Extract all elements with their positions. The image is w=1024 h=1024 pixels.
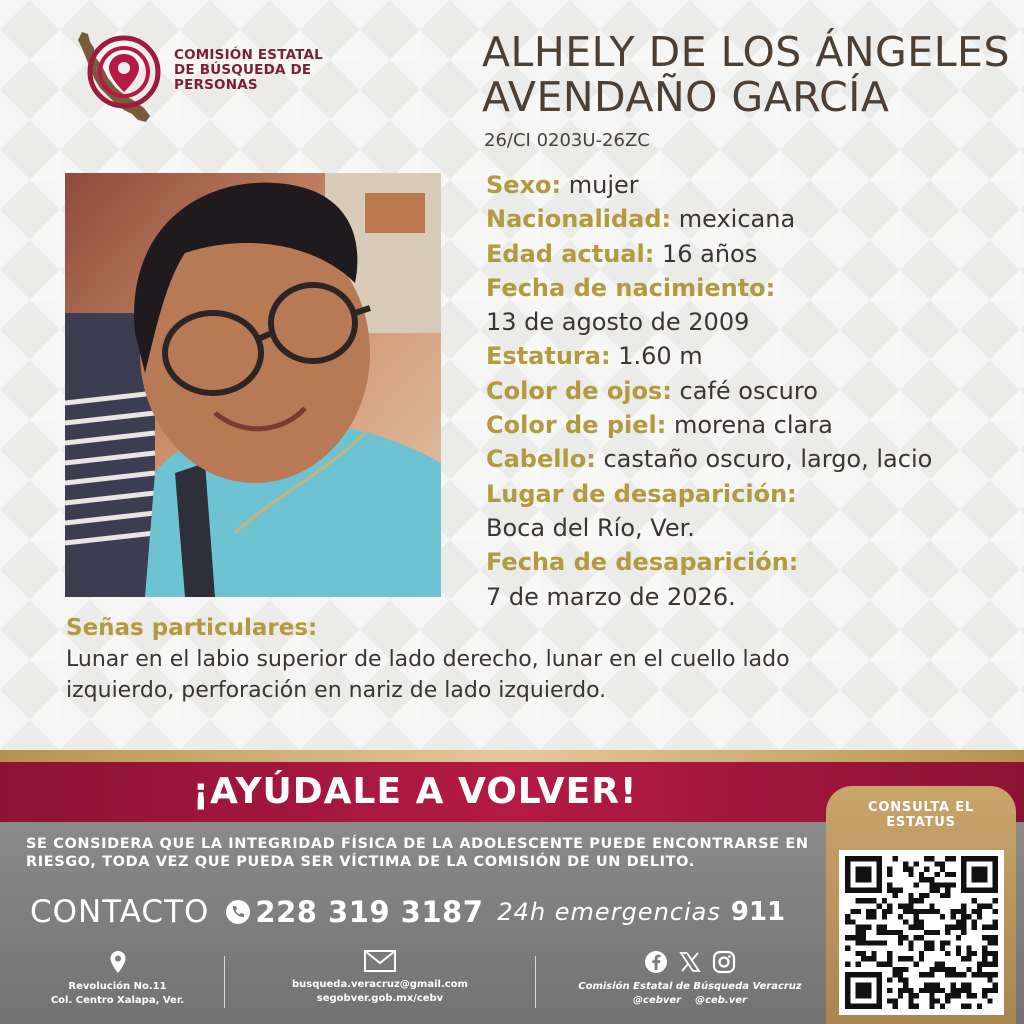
footer-address: Revolución No.11 Col. Centro Xalapa, Ver. xyxy=(30,950,205,1008)
missing-person-name: ALHELY DE LOS ÁNGELES AVENDAÑO GARCÍA xyxy=(482,28,1010,121)
mail-icon xyxy=(364,950,396,972)
person-details xyxy=(486,168,1016,614)
footer-divider-1 xyxy=(224,956,225,1008)
phone-icon xyxy=(225,899,251,925)
x-icon[interactable] xyxy=(678,950,702,974)
org-name: COMISIÓN ESTATAL DE BÚSQUEDA DE PERSONAS xyxy=(174,47,323,93)
detail-row-lugar-label: Lugar de desaparición: xyxy=(486,479,797,508)
veracruz-map-logo xyxy=(74,30,174,130)
location-pin-icon xyxy=(109,950,127,974)
detail-row-cabello: Cabello: castaño oscuro, largo, lacio xyxy=(486,445,933,474)
phone-number[interactable]: 228 319 3187 xyxy=(255,895,484,929)
social-handle-2[interactable]: @ceb.ver xyxy=(695,995,747,1006)
detail-row-nacionalidad: Nacionalidad: mexicana xyxy=(486,205,796,234)
case-number: 26/CI 0203U-26ZC xyxy=(484,130,650,151)
distinguishing-marks xyxy=(66,612,966,706)
detail-row-edad: Edad actual: 16 años xyxy=(486,239,758,268)
footer-social: Comisión Estatal de Búsqueda Veracruz @cebver @ceb.ver xyxy=(560,950,820,1008)
org-logo xyxy=(74,30,354,130)
person-photo xyxy=(65,173,441,597)
senas-line-1: Lunar en el labio superior de lado derecho, lunar en el cuello lado xyxy=(66,647,790,672)
website-link[interactable]: segobver.gob.mx/cebv xyxy=(316,993,444,1004)
emergency-label: 24h emergencias xyxy=(497,898,721,926)
facebook-icon[interactable] xyxy=(644,950,668,974)
detail-row-nacimiento-value: 13 de agosto de 2009 xyxy=(486,308,750,337)
contact-row xyxy=(30,890,785,934)
email-link[interactable]: busqueda.veracruz@gmail.com xyxy=(292,979,468,990)
gold-divider xyxy=(0,750,1024,762)
qr-code[interactable] xyxy=(839,850,1004,1015)
detail-row-sexo: Sexo: mujer xyxy=(486,171,639,199)
detail-row-nacimiento-label: Fecha de nacimiento: xyxy=(486,273,776,302)
emergency-number[interactable]: 911 xyxy=(730,897,786,927)
contact-label: CONTACTO xyxy=(30,894,210,930)
detail-row-lugar-value: Boca del Río, Ver. xyxy=(486,513,695,542)
detail-row-fecha-value: 7 de marzo de 2026. xyxy=(486,582,736,611)
qr-card xyxy=(826,786,1016,1024)
detail-row-estatura: Estatura: 1.60 m xyxy=(486,342,703,371)
footer-email xyxy=(255,950,505,1006)
cta-text: ¡AYÚDALE A VOLVER! xyxy=(192,771,638,812)
senas-label: Señas particulares: xyxy=(66,615,318,641)
qr-title: CONSULTA EL ESTATUS xyxy=(868,800,974,830)
detail-row-ojos: Color de ojos: café oscuro xyxy=(486,376,818,405)
instagram-icon[interactable] xyxy=(712,950,736,974)
senas-line-2: izquierdo, perforación en nariz de lado izquierdo. xyxy=(66,678,607,703)
footer-divider-2 xyxy=(535,956,536,1008)
risk-warning: SE CONSIDERA QUE LA INTEGRIDAD FÍSICA DE LA ADOLESCENTE PUEDE ENCONTRARSE EN RIESGO, TODA VEZ QUE PUEDA SER VÍCTIMA DE LA COMISIÓN DE UN DELITO. xyxy=(26,836,809,870)
detail-row-fecha-label: Fecha de desaparición: xyxy=(486,548,799,577)
detail-row-piel: Color de piel: morena clara xyxy=(486,411,833,440)
social-handle-1[interactable]: @cebver xyxy=(633,995,682,1006)
